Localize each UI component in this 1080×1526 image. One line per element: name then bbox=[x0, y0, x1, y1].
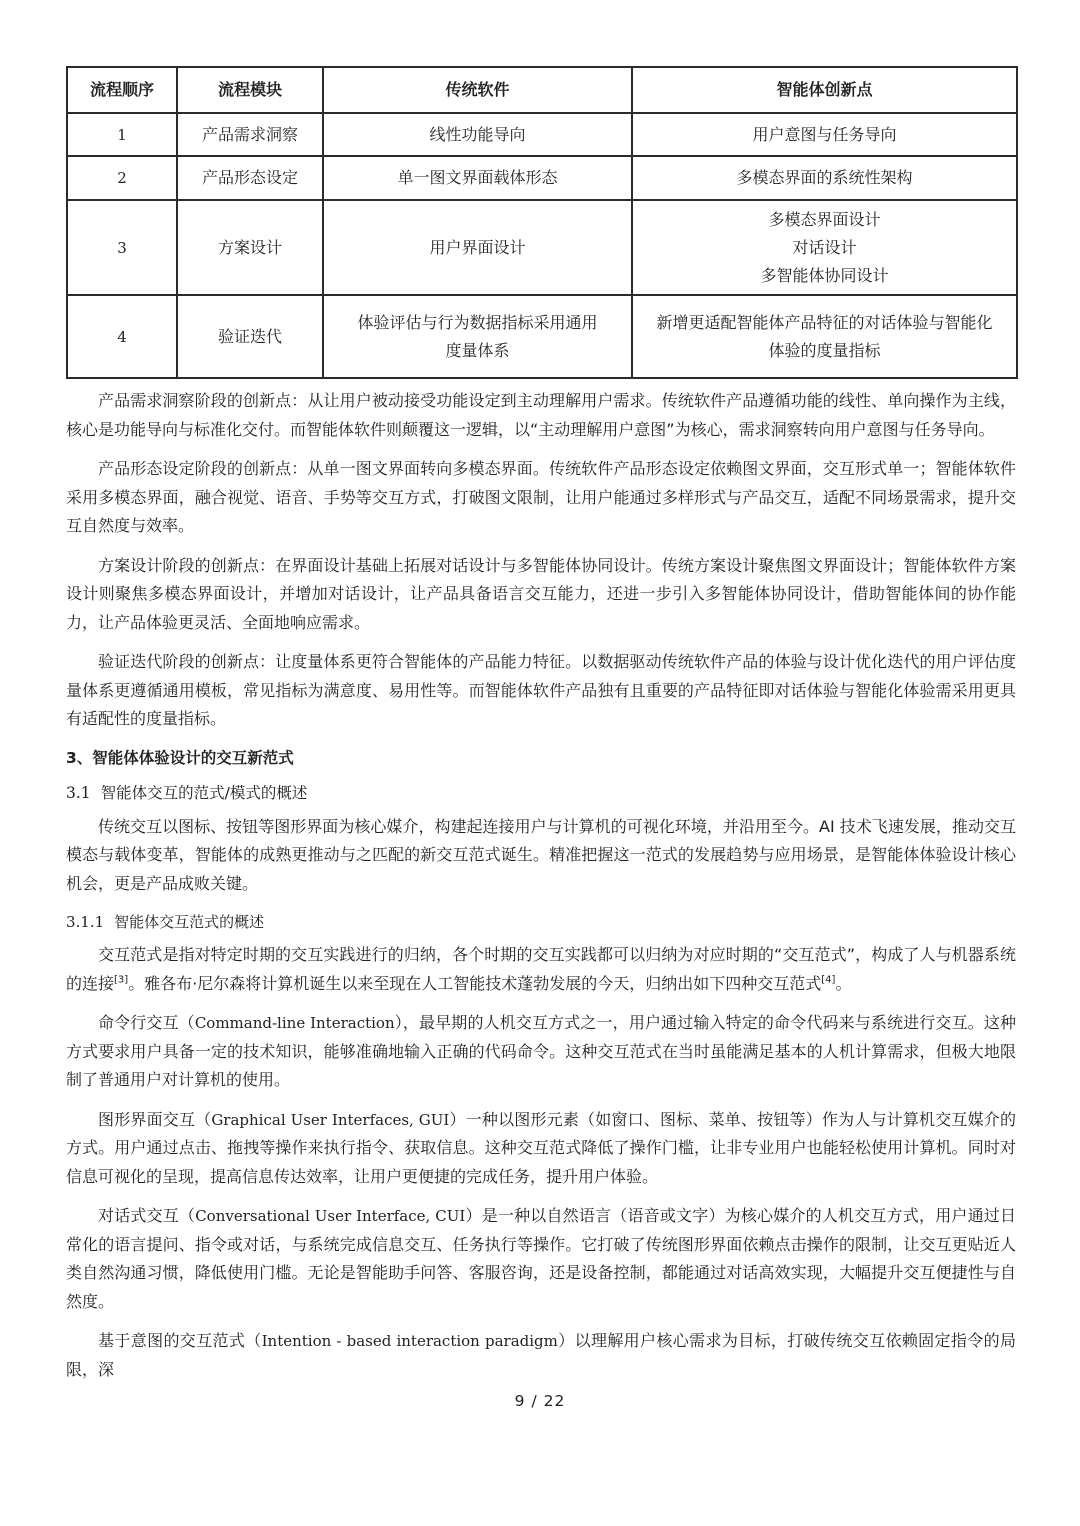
cell-innovation: 多模态界面设计 对话设计 多智能体协同设计 bbox=[632, 200, 1017, 295]
cell-traditional: 用户界面设计 bbox=[323, 200, 632, 295]
paragraph-3-1-1: 交互范式是指对特定时期的交互实践进行的归纳，各个时期的交互实践都可以归纳为对应时期的“交互范式”，构成了人与机器系统的连接[3]。雅各布·尼尔森将计算机诞生以来至现在人工智能技术蓬勃发展的今天，归纳出如下四种交互范式[4]。 bbox=[66, 945, 1016, 993]
section-3-1-heading bbox=[66, 780, 1016, 806]
section-number: 3.1.1 bbox=[66, 913, 105, 931]
citation-4[interactable]: [4] bbox=[821, 974, 836, 986]
cell-module: 方案设计 bbox=[177, 200, 323, 295]
table-header-row bbox=[67, 67, 1017, 113]
cell-innovation: 多模态界面的系统性架构 bbox=[632, 156, 1017, 200]
paragraph-verification: 验证迭代阶段的创新点：让度量体系更符合智能体的产品能力特征。以数据驱动传统软件产品的体验与设计优化迭代的用户评估度量体系更遵循通用模板，常见指标为满意度、易用性等。而智能体软件产品独有且重要的产品特征即对话体验与智能化体验需采用更具有适配性的度量指标。 bbox=[66, 652, 1016, 728]
cell-module: 产品需求洞察 bbox=[177, 113, 323, 156]
paragraph-cui: 对话式交互（Conversational User Interface, CUI）是一种以自然语言（语音或文字）为核心媒介的人机交互方式，用户通过日常化的语言提问、指令或对话，与系统完成信息交互、任务执行等操作。它打破了传统图形界面依赖点击操作的限制，让交互更贴近人类自然沟通习惯，降低使用门槛。无论是智能助手问答、客服咨询，还是设备控制，都能通过对话高效实现，大幅提升交互便捷性与自然度。 bbox=[66, 1206, 1016, 1311]
cell-traditional: 线性功能导向 bbox=[323, 113, 632, 156]
paragraph-intention: 基于意图的交互范式（Intention - based interaction paradigm）以理解用户核心需求为目标，打破传统交互依赖固定指令的局限，深 bbox=[66, 1331, 1016, 1379]
comparison-table bbox=[66, 66, 1018, 379]
paragraph-3-1: 传统交互以图标、按钮等图形界面为核心媒介，构建起连接用户与计算机的可视化环境，并沿用至今。AI 技术飞速发展，推动交互模态与载体变革，智能体的成熟更推动与之匹配的新交互范式诞生。精准把握这一范式的发展趋势与应用场景，是智能体体验设计核心机会，更是产品成败关键。 bbox=[66, 816, 1016, 893]
header-traditional: 传统软件 bbox=[323, 67, 632, 113]
paragraph-cli: 命令行交互（Command-line Interaction），最早期的人机交互方式之一，用户通过输入特定的命令代码来与系统进行交互。这种方式要求用户具备一定的技术知识，能够准确地输入正确的代码命令。这种交互范式在当时虽能满足基本的人机计算需求，但极大地限制了普通用户对计算机的使用。 bbox=[66, 1013, 1016, 1089]
paragraph-gui: 图形界面交互（Graphical User Interfaces, GUI）一种以图形元素（如窗口、图标、菜单、按钮等）作为人与计算机交互媒介的方式。用户通过点击、拖拽等操作来执行指令、获取信息。这种交互范式降低了操作门槛，让非专业用户也能轻松使用计算机。同时对信息可视化的呈现，提高信息传达效率，让用户更便捷的完成任务，提升用户体验。 bbox=[66, 1109, 1016, 1186]
table-row bbox=[67, 200, 1017, 295]
cell-module: 产品形态设定 bbox=[177, 156, 323, 200]
section-number: 3.1 bbox=[66, 783, 91, 802]
cell-order: 3 bbox=[67, 200, 177, 295]
cell-order: 1 bbox=[67, 113, 177, 156]
page-number: 9 / 22 bbox=[514, 1392, 566, 1410]
cell-order: 2 bbox=[67, 156, 177, 200]
table-row bbox=[67, 113, 1017, 156]
paragraph-form-setting: 产品形态设定阶段的创新点：从单一图文界面转向多模态界面。传统软件产品形态设定依赖图文界面，交互形式单一；智能体软件采用多模态界面，融合视觉、语音、手势等交互方式，打破图文限制，让用户能通过多样形式与产品交互，适配不同场景需求，提升交互自然度与效率。 bbox=[66, 459, 1016, 535]
section-3-heading: 3、智能体体验设计的交互新范式 bbox=[66, 748, 294, 767]
cell-innovation: 用户意图与任务导向 bbox=[632, 113, 1017, 156]
table-row bbox=[67, 295, 1017, 378]
cell-innovation: 新增更适配智能体产品特征的对话体验与智能化 体验的度量指标 bbox=[632, 295, 1017, 378]
header-innovation: 智能体创新点 bbox=[632, 67, 1017, 113]
cell-traditional: 单一图文界面载体形态 bbox=[323, 156, 632, 200]
header-order: 流程顺序 bbox=[67, 67, 177, 113]
cell-order: 4 bbox=[67, 295, 177, 378]
body-text bbox=[66, 387, 1016, 1395]
table-row bbox=[67, 156, 1017, 200]
header-module: 流程模块 bbox=[177, 67, 323, 113]
citation-3[interactable]: [3] bbox=[114, 974, 129, 986]
section-title: 智能体交互的范式/模式的概述 bbox=[100, 783, 308, 802]
paragraph-solution-design: 方案设计阶段的创新点：在界面设计基础上拓展对话设计与多智能体协同设计。传统方案设计聚焦图文界面设计；智能体软件方案设计则聚焦多模态界面设计，并增加对话设计，让产品具备语言交互能力，还进一步引入多智能体协同设计，借助智能体间的协作能力，让产品体验更灵活、全面地响应需求。 bbox=[66, 555, 1016, 632]
section-title: 智能体交互范式的概述 bbox=[114, 913, 265, 931]
section-3-1-1-heading bbox=[66, 909, 1016, 935]
cell-traditional: 体验评估与行为数据指标采用通用 度量体系 bbox=[323, 295, 632, 378]
cell-module: 验证迭代 bbox=[177, 295, 323, 378]
paragraph-requirement-insight: 产品需求洞察阶段的创新点：从让用户被动接受功能设定到主动理解用户需求。传统软件产品遵循功能的线性、单向操作为主线，核心是功能导向与标准化交付。而智能体软件则颠覆这一逻辑，以“主动理解用户意图”为核心，需求洞察转向用户意图与任务导向。 bbox=[66, 391, 1016, 439]
